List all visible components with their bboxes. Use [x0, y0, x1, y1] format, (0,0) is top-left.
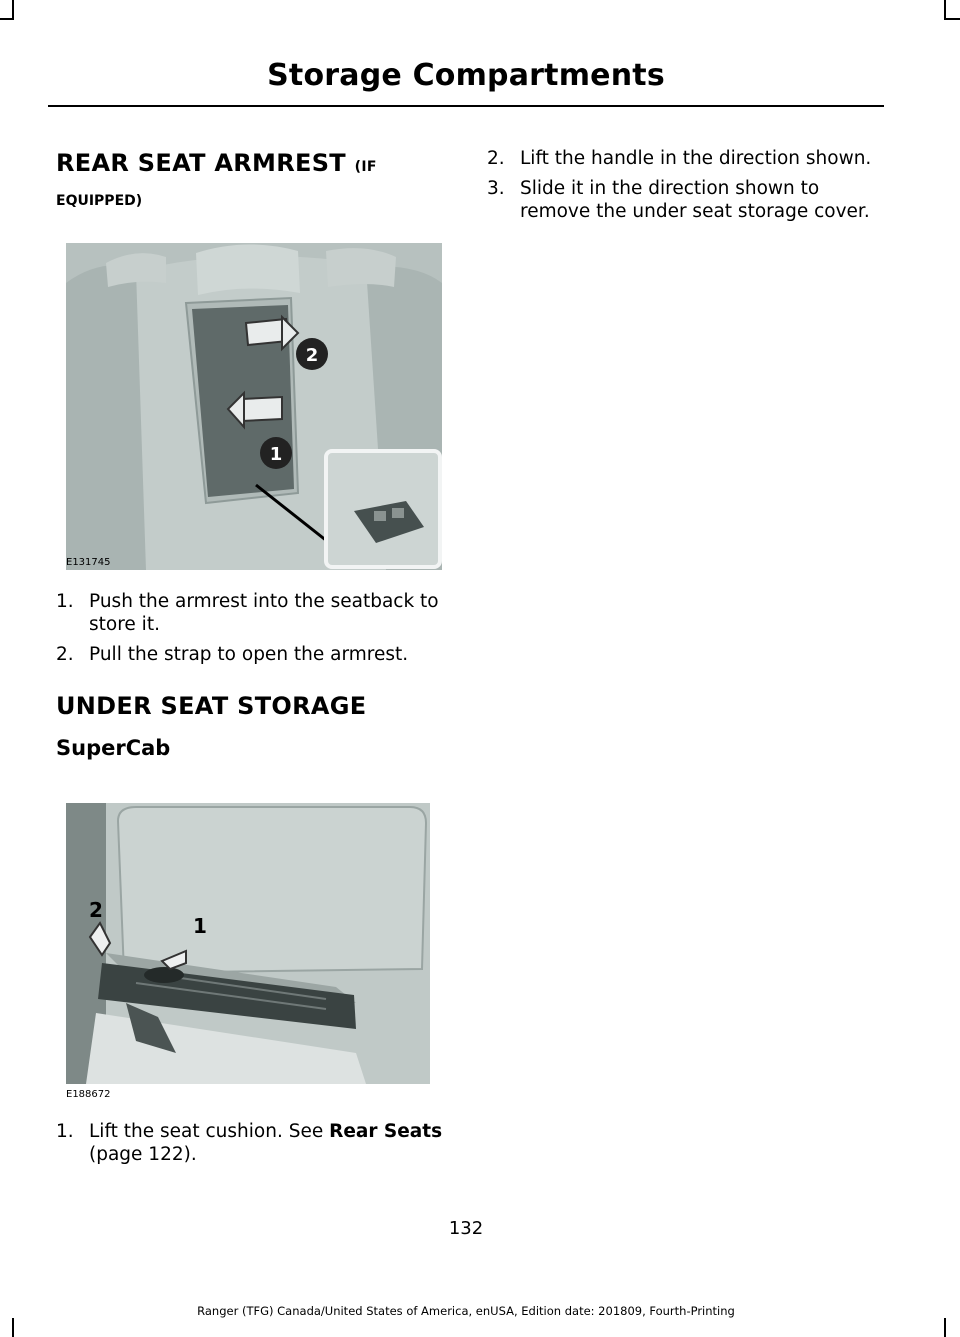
- section-heading-under-seat: UNDER SEAT STORAGE: [56, 692, 367, 720]
- armrest-illustration: [66, 243, 442, 570]
- step-number: 1.: [56, 1121, 74, 1142]
- figure-code: E188672: [66, 1089, 111, 1100]
- page-number: 132: [448, 1218, 484, 1239]
- step-text: Push the armrest into the seatback to store it.: [89, 591, 439, 635]
- heading-continuation: EQUIPPED): [56, 193, 143, 209]
- callout-2: 2: [89, 898, 103, 922]
- section-heading-armrest: [56, 149, 377, 177]
- callout-2: 2: [305, 345, 319, 366]
- armrest-steps: [56, 590, 448, 673]
- under-seat-steps-continued: [487, 147, 887, 230]
- step-text: Lift the seat cushion. See: [89, 1121, 330, 1142]
- footer-edition: Ranger (TFG) Canada/United States of America, enUSA, Edition date: 201809, Fourth-Printing: [197, 1304, 735, 1318]
- page-title: Storage Compartments: [267, 58, 665, 93]
- step-number: 2.: [56, 644, 74, 665]
- step-number: 2.: [487, 148, 505, 169]
- step-number: 3.: [487, 178, 505, 199]
- header-rule: [48, 105, 884, 107]
- callout-1: 1: [269, 444, 283, 465]
- heading-small: (IF: [354, 159, 377, 175]
- list-item: [56, 1120, 448, 1166]
- step-text: Lift the handle in the direction shown.: [520, 148, 872, 169]
- step-text: Pull the strap to open the armrest.: [89, 644, 409, 665]
- crop-mark: [944, 18, 960, 20]
- list-item: [487, 177, 887, 223]
- crop-mark: [12, 0, 14, 20]
- list-item: [56, 590, 448, 636]
- callout-1: 1: [193, 914, 207, 938]
- crop-mark: [0, 18, 14, 20]
- page-reference: (page 122).: [89, 1144, 197, 1165]
- under-seat-illustration: [66, 803, 430, 1084]
- subheading-supercab: SuperCab: [56, 736, 171, 760]
- under-seat-steps: [56, 1120, 448, 1173]
- figure-code: E131745: [66, 557, 111, 568]
- crop-mark: [12, 1318, 14, 1337]
- crop-mark: [944, 0, 946, 20]
- crop-mark: [944, 1318, 946, 1337]
- list-item: [487, 147, 887, 170]
- heading-main: REAR SEAT ARMREST: [56, 149, 346, 177]
- cross-reference-link[interactable]: Rear Seats: [329, 1121, 443, 1142]
- list-item: [56, 643, 448, 666]
- step-text: Slide it in the direction shown to remove the under seat storage cover.: [520, 178, 870, 222]
- step-number: 1.: [56, 591, 74, 612]
